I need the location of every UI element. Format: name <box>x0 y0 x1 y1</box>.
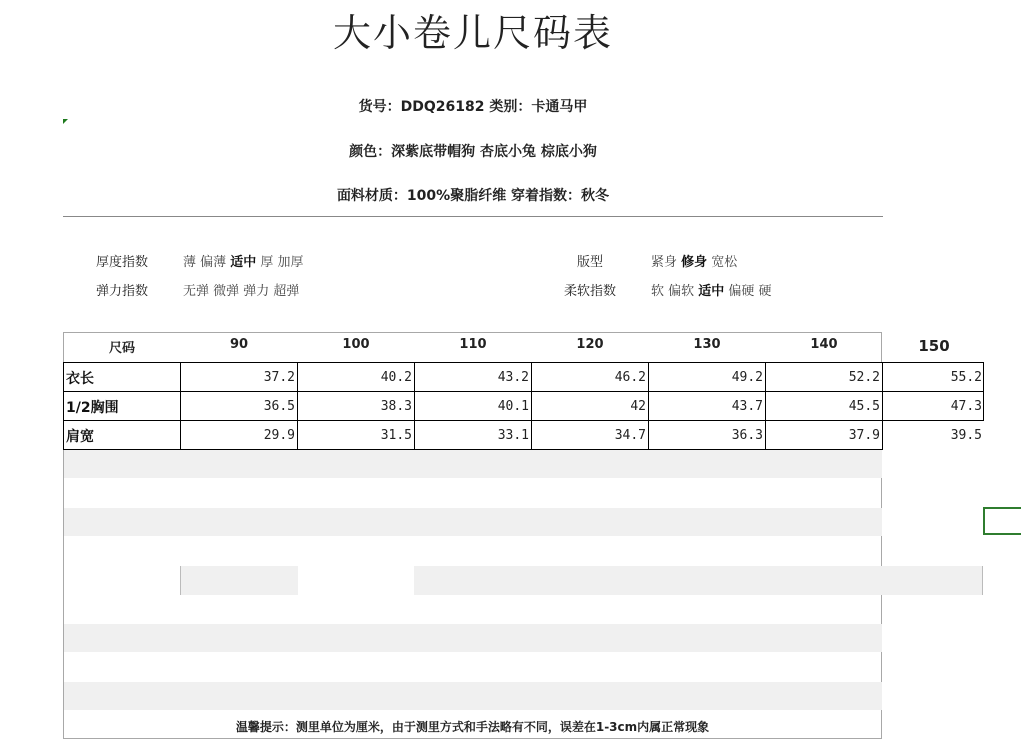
softness-options: 软 偏软 适中 偏硬 硬 <box>651 284 772 299</box>
material-line: 面料材质：100%聚脂纤维 穿着指数：秋冬 <box>336 188 610 204</box>
color-line: 颜色：深紫底带帽狗 杏底小兔 棕底小狗 <box>349 144 597 160</box>
elasticity-label: 弹力指数 <box>96 284 149 299</box>
table-cell: 34.7 <box>614 428 646 443</box>
softness-label: 柔软指数 <box>564 284 617 299</box>
table-cell: 36.5 <box>263 399 295 414</box>
table-cell: 40.1 <box>497 399 529 414</box>
table-band <box>180 566 298 595</box>
fit-options: 紧身 修身 宽松 <box>651 255 738 270</box>
table-cell: 43.2 <box>497 370 529 385</box>
table-band <box>414 566 982 595</box>
page-title: 大小卷儿尺码表 <box>332 11 613 55</box>
row-label-length: 衣长 <box>66 371 94 387</box>
table-cell: 33.1 <box>497 428 529 443</box>
table-band <box>64 450 882 478</box>
cell-border <box>180 566 181 595</box>
table-cell: 49.2 <box>731 370 763 385</box>
table-band <box>64 682 882 710</box>
table-cell: 45.5 <box>848 399 880 414</box>
size-header-150: 150 <box>918 337 950 355</box>
elasticity-options: 无弹 微弹 弹力 超弹 <box>183 284 300 299</box>
table-cell: 31.5 <box>380 428 412 443</box>
table-band <box>64 624 882 652</box>
thickness-options: 薄 偏薄 适中 厚 加厚 <box>183 255 304 270</box>
table-cell: 55.2 <box>950 370 982 385</box>
table-cell: 37.9 <box>848 428 880 443</box>
cell-selection[interactable] <box>983 507 1021 535</box>
size-header-corner: 尺码 <box>108 341 135 356</box>
cell-border <box>982 566 983 595</box>
table-cell: 40.2 <box>380 370 412 385</box>
table-cell: 39.5 <box>950 428 982 443</box>
divider <box>63 216 883 217</box>
size-header-130: 130 <box>693 337 721 352</box>
table-cell: 47.3 <box>950 399 982 414</box>
cell-comment-marker <box>63 119 68 124</box>
table-cell: 36.3 <box>731 428 763 443</box>
size-header-90: 90 <box>229 337 249 352</box>
table-cell: 46.2 <box>614 370 646 385</box>
table-cell: 37.2 <box>263 370 295 385</box>
measurement-note: 温馨提示：测里单位为厘米，由于测里方式和手法略有不同，误差在1-3cm内属正常现象 <box>235 720 710 734</box>
row-label-shoulder: 肩宽 <box>66 429 94 445</box>
table-cell: 38.3 <box>380 399 412 414</box>
product-code-line: 货号：DDQ26182 类别：卡通马甲 <box>358 99 588 115</box>
table-cell: 42 <box>630 399 646 414</box>
table-cell: 29.9 <box>263 428 295 443</box>
row-label-half-chest: 1/2胸围 <box>66 400 119 416</box>
size-header-120: 120 <box>576 337 604 352</box>
table-cell: 52.2 <box>848 370 880 385</box>
size-header-110: 110 <box>459 337 487 352</box>
table-cell: 43.7 <box>731 399 763 414</box>
fit-label: 版型 <box>577 255 604 270</box>
size-header-100: 100 <box>342 337 370 352</box>
size-header-140: 140 <box>810 337 838 352</box>
table-band <box>64 508 882 536</box>
thickness-label: 厚度指数 <box>96 255 149 270</box>
